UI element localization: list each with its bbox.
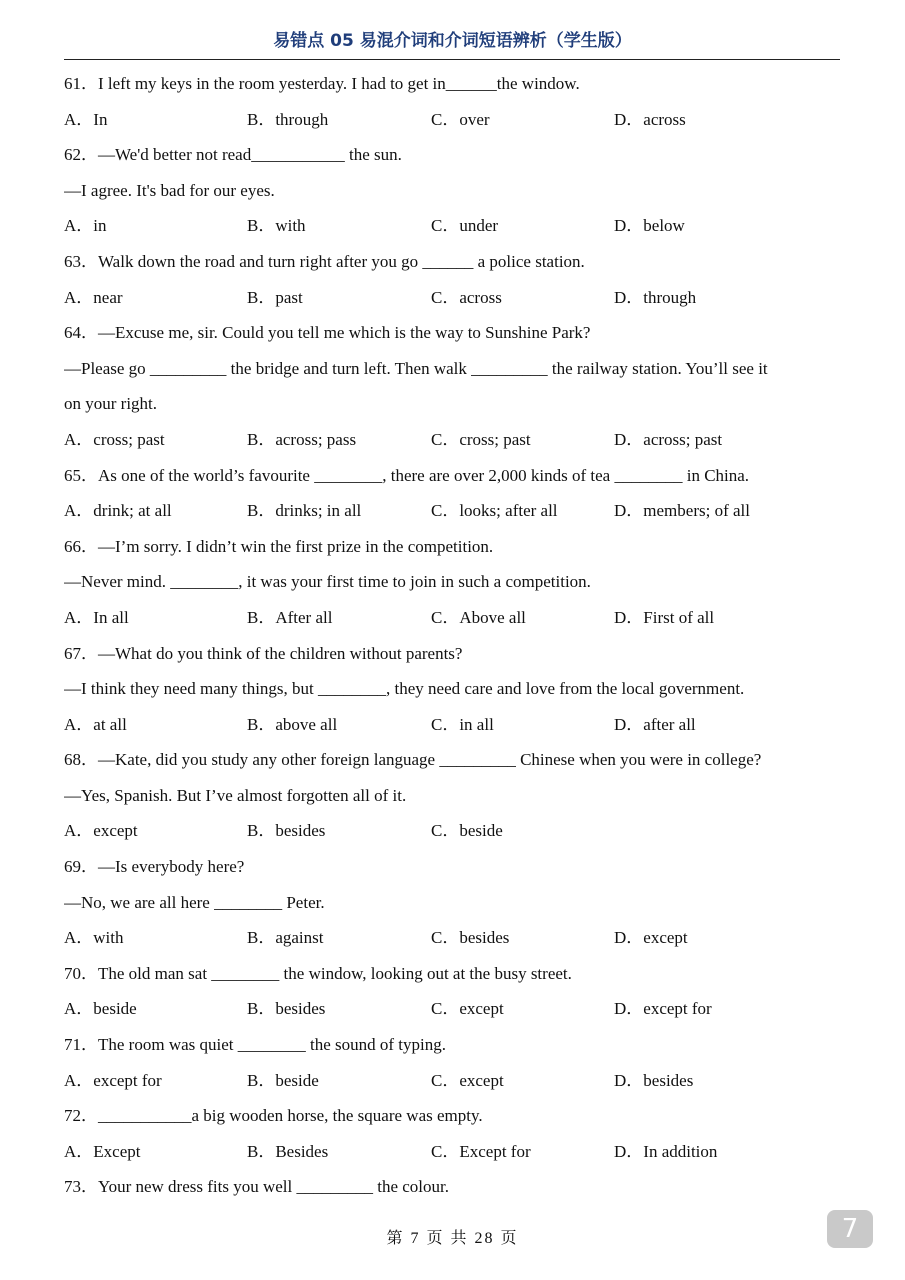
answer-option: B．above all [247,714,338,734]
page-footer: 第 7 页 共 28 页 [386,1230,519,1247]
question-line: 62．—We'd better not read___________ the sun. [64,145,402,165]
answer-option: D．except for [614,999,712,1019]
question-line: 67．—What do you think of the children without parents? [64,643,463,663]
options-row [64,102,844,138]
answer-option: D．besides [614,1070,694,1090]
question-line: —Never mind. ________, it was your first time to join in such a competition. [64,572,591,592]
answer-option: B．past [247,287,303,307]
question-line: —I think they need many things, but ________, they need care and love from the local government. [64,679,745,699]
options-row [64,1063,844,1099]
question-line: 69．—Is everybody here? [64,857,245,877]
answer-option: A．near [64,287,123,307]
options-row [64,920,844,956]
answer-option: C．except [431,999,504,1019]
answer-option: B．After all [247,607,333,627]
answer-option: A．beside [64,999,137,1019]
answer-option: D．through [614,287,697,307]
answer-option: B．drinks; in all [247,501,362,521]
page-number-badge: 7 [827,1210,873,1248]
answer-option: C．cross; past [431,429,531,449]
question-line: 72．___________a big wooden horse, the square was empty. [64,1106,483,1126]
options-row [64,208,844,244]
answer-option: D．First of all [614,607,715,627]
question-line: 64．—Excuse me, sir. Could you tell me which is the way to Sunshine Park? [64,323,591,343]
answer-option: C．under [431,216,499,236]
question-line: 65．As one of the world’s favourite ________, there are over 2,000 kinds of tea ________ in China. [64,465,750,485]
answer-option: B．besides [247,821,326,841]
question-line: 71．The room was quiet ________ the sound of typing. [64,1035,446,1055]
question-line: 66．—I’m sorry. I didn’t win the first prize in the competition. [64,536,494,556]
answer-option: B．through [247,109,329,129]
question-line: on your right. [64,394,158,414]
answer-option: B．beside [247,1070,319,1090]
answer-option: B．with [247,216,306,236]
question-line: 70．The old man sat ________ the window, looking out at the busy street. [64,963,572,983]
question-line: 73．Your new dress fits you well _________ the colour. [64,1177,449,1197]
answer-option: C．Above all [431,607,526,627]
answer-option: C．looks; after all [431,501,558,521]
options-row [64,422,844,458]
options-row [64,280,844,316]
answer-option: A．cross; past [64,429,165,449]
answer-option: A．In [64,109,108,129]
options-row [64,813,844,849]
answer-option: A．Except [64,1141,141,1161]
answer-option: B．across; pass [247,429,357,449]
answer-option: A．at all [64,714,127,734]
answer-option: D．across [614,109,686,129]
question-line: 63．Walk down the road and turn right after you go ______ a police station. [64,251,585,271]
answer-option: B．against [247,928,324,948]
question-line: —Yes, Spanish. But I’ve almost forgotten all of it. [64,785,407,805]
answer-option: D．across; past [614,429,723,449]
answer-option: C．in all [431,714,494,734]
answer-option: A．In all [64,607,129,627]
question-line: 68．—Kate, did you study any other foreign language _________ Chinese when you were in college? [64,750,762,770]
answer-option: B．besides [247,999,326,1019]
question-line: 61．I left my keys in the room yesterday. I had to get in______the window. [64,74,580,93]
answer-option: C．over [431,109,490,129]
answer-option: C．except [431,1070,504,1090]
answer-option: C．Except for [431,1141,531,1161]
options-row [64,493,844,529]
answer-option: A．drink; at all [64,501,172,521]
answer-option: D．below [614,216,685,236]
header-divider [64,59,840,60]
answer-option: B．Besides [247,1141,329,1161]
answer-option: A．in [64,216,107,236]
answer-option: C．across [431,287,502,307]
options-row [64,707,844,743]
options-row [64,991,844,1027]
question-line: —No, we are all here ________ Peter. [64,892,325,912]
question-line: —Please go _________ the bridge and turn left. Then walk _________ the railway station. You’ll see it [64,358,768,378]
options-row [64,1134,844,1170]
answer-option: C．besides [431,928,510,948]
answer-option: D．members; of all [614,501,750,521]
answer-option: D．In addition [614,1141,718,1161]
answer-option: D．after all [614,714,696,734]
question-list [64,66,844,1205]
question-line: —I agree. It's bad for our eyes. [64,180,275,200]
options-row [64,600,844,636]
answer-option: A．except for [64,1070,162,1090]
answer-option: C．beside [431,821,503,841]
answer-option: D．except [614,928,688,948]
answer-option: A．with [64,928,124,948]
page-header: 易错点 05 易混介词和介词短语辨析（学生版） [273,31,632,51]
answer-option: A．except [64,821,138,841]
